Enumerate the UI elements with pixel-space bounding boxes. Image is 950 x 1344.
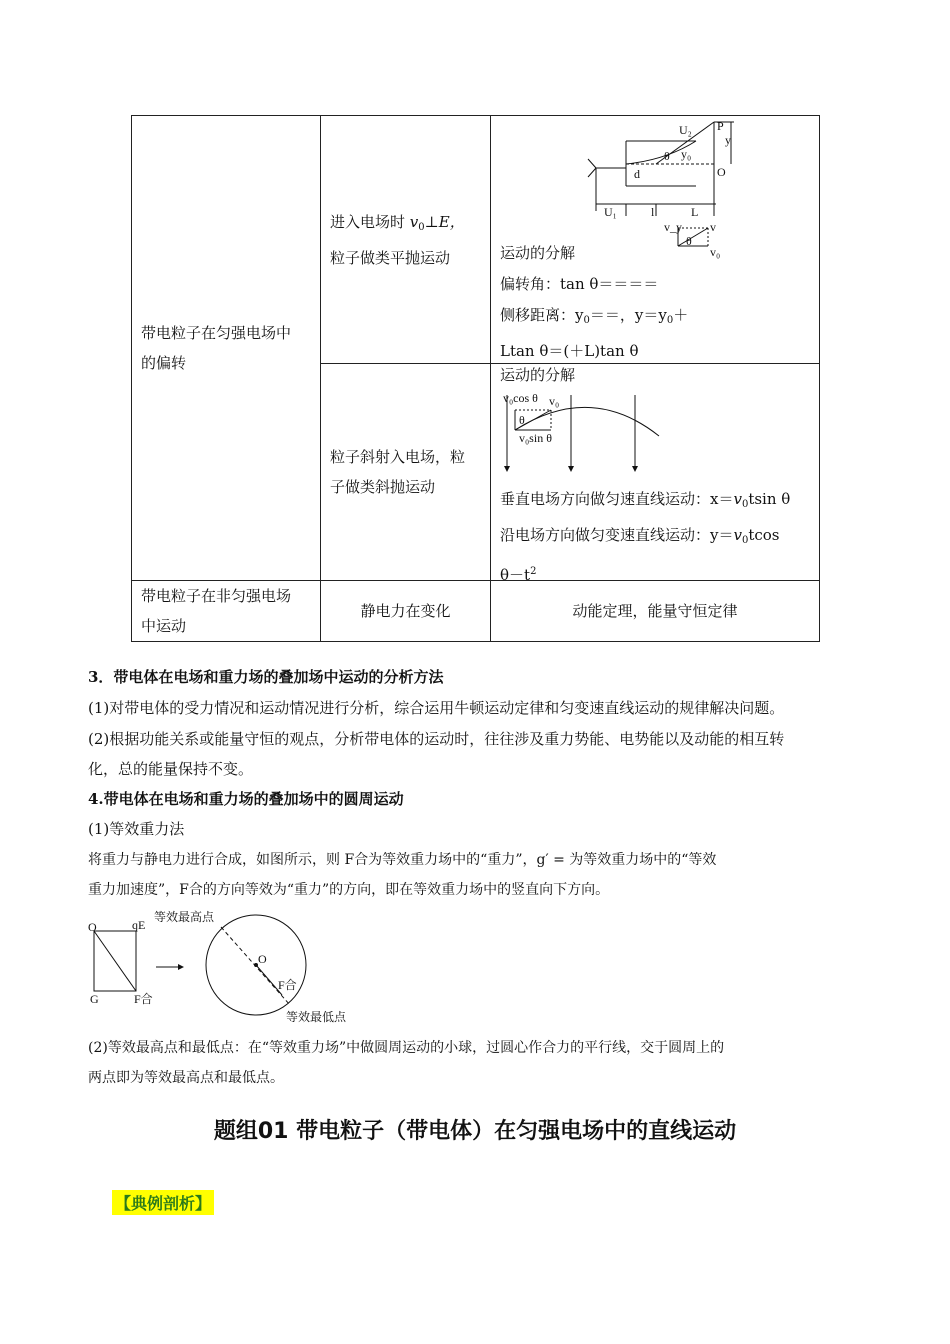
label-o-left: O <box>88 920 97 934</box>
method-line4: Ltan θ＝(＋L)tan θ <box>500 342 639 360</box>
section4-p2-line1: (2)等效最高点和最低点：在“等效重力场”中做圆周运动的小球，过圆心作合力的平行线，交于圆周上的 <box>88 1040 725 1056</box>
label-vy: v_y <box>664 220 682 234</box>
table-cell-topic-nonuniform: 带电粒子在非匀强电场 中运动 <box>132 581 321 642</box>
label-u2: U₂ <box>679 123 692 137</box>
group-heading: 题组01 带电粒子（带电体）在匀强电场中的直线运动 <box>213 1119 737 1144</box>
section3-p1: (1)对带电体的受力情况和运动情况进行分析，综合运用牛顿运动定律和匀变速直线运动的规律解决问题。 <box>88 699 785 717</box>
label-u1: U₁ <box>604 205 617 219</box>
condition-line2: 粒子做类平抛运动 <box>330 248 451 267</box>
label-d: d <box>634 167 640 181</box>
label-o-circle: O <box>258 952 267 966</box>
oblique-diagram <box>501 390 676 475</box>
label-o: O <box>717 165 726 179</box>
label-equiv-bottom: 等效最低点 <box>286 1010 347 1024</box>
method2-line3: 沿电场方向做匀变速直线运动：$y=v_0tcos$ <box>500 526 780 546</box>
section4-p1-line1: 将重力与静电力进行合成，如图所示，则 F合为等效重力场中的“重力”，g′ = 为等效重力场中的“等效 <box>88 852 717 868</box>
section3-title: 3．带电体在电场和重力场的叠加场中运动的分析方法 <box>88 668 444 686</box>
label-v0-oblique: v₀ <box>549 394 560 408</box>
method2-line2: 垂直电场方向做匀速直线运动：$x=v_0tsin$ θ <box>500 490 791 510</box>
method2-line1: 运动的分解 <box>500 366 576 384</box>
label-qe: qE <box>132 918 146 932</box>
summary-table <box>131 115 820 642</box>
label-equiv-top: 等效最高点 <box>154 910 215 924</box>
label-l-large: L <box>691 205 699 219</box>
label-y0: y₀ <box>681 147 692 161</box>
section4-p1-line2: 重力加速度”，F合的方向等效为“重力”的方向，即在等效重力场中的竖直向下方向。 <box>88 882 610 898</box>
section3-p2-line1: (2)根据功能关系或能量守恒的观点，分析带电体的运动时，往往涉及重力势能、电势能以及动能的相互转 <box>88 730 785 748</box>
label-theta: θ <box>664 149 670 163</box>
label-theta-oblique: θ <box>519 413 525 427</box>
table-cell-force-changing: 静电力在变化 <box>321 581 491 642</box>
label-l-small: l <box>651 205 655 219</box>
label-p: P <box>717 119 724 133</box>
label-v0cos: v₀cos θ <box>503 391 538 405</box>
section3-p2-line2: 化，总的能量保持不变。 <box>88 760 254 778</box>
method2-line4: $\theta-t^2$ <box>500 566 537 584</box>
table-cell-condition-perpendicular: 进入电场时 $v_0\perp E$， 粒子做类平抛运动 <box>321 116 491 364</box>
table-cell-method-oblique <box>491 364 820 584</box>
label-f-left: F合 <box>134 992 153 1006</box>
topic-line1: 带电粒子在匀强电场中 <box>141 324 292 342</box>
method-line2: 偏转角：tan θ＝＝＝＝ <box>500 275 659 293</box>
method-line3: 侧移距离：$y_0==$，$y=y_0+$ <box>500 306 689 326</box>
label-g: G <box>90 992 99 1006</box>
label-v0sin: v₀sin θ <box>519 431 552 445</box>
label-v0: v₀ <box>710 245 721 259</box>
method-line1: 运动的分解 <box>500 244 576 262</box>
label-f-circle: F合 <box>278 978 297 992</box>
section4-p2-line2: 两点即为等效最高点和最低点。 <box>88 1070 284 1086</box>
label-v: v <box>710 220 716 234</box>
condition2-line1: 粒子斜射入电场，粒 <box>330 448 466 466</box>
section4-sub1: (1)等效重力法 <box>88 820 185 838</box>
equivalent-gravity-diagram <box>86 909 376 1027</box>
topic-line2: 的偏转 <box>141 354 187 372</box>
condition2-line2: 子做类斜抛运动 <box>330 478 436 496</box>
section4-title: 4.带电体在电场和重力场的叠加场中的圆周运动 <box>88 790 404 808</box>
table-cell-energy-law: 动能定理，能量守恒定律 <box>491 581 820 642</box>
label-y: y <box>725 133 731 147</box>
label-theta-triangle: θ <box>686 234 692 248</box>
table-cell-method-perpendicular <box>491 116 820 364</box>
table-cell-topic-deflection <box>132 116 321 581</box>
table-cell-condition-oblique <box>321 364 491 581</box>
example-tag: 【典例剖析】 <box>112 1190 214 1215</box>
